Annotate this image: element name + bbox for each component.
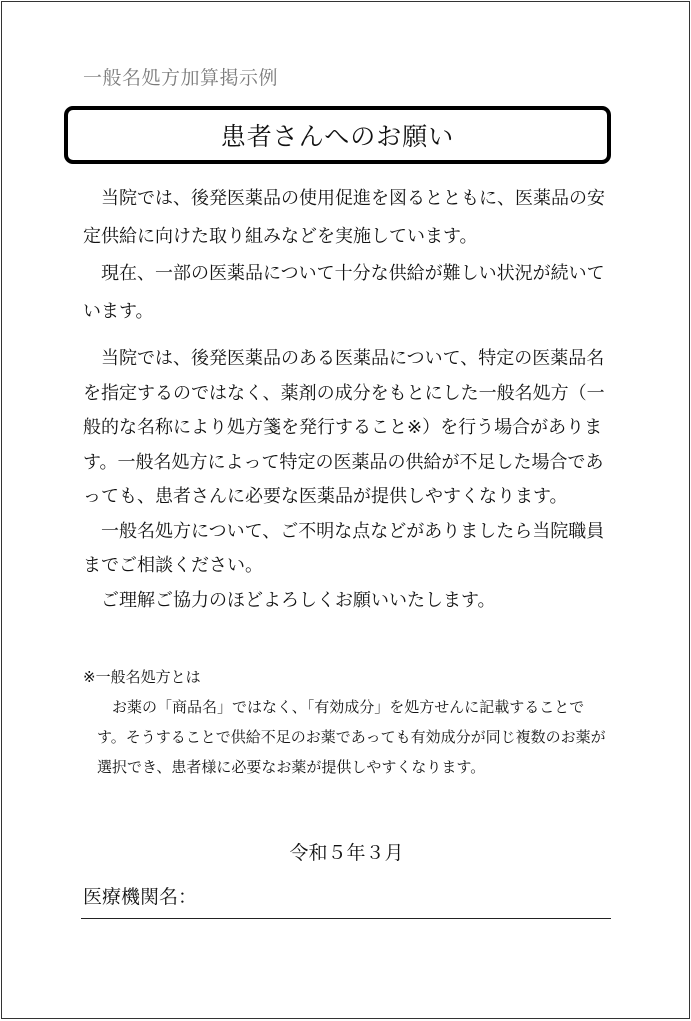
institution-name-underline	[81, 918, 611, 919]
paragraph-main-2: 一般名処方について、ご不明な点などがありましたら当院職員までご相談ください。	[83, 520, 605, 576]
note-body: お薬の「商品名」ではなく、「有効成分」を処方せんに記載することです。そうすることで供給不足のお薬であっても有効成分が同じ複数のお薬が選択でき、患者様に必要なお薬が提供しやすくなります。	[97, 698, 606, 776]
institution-name-label: 医療機関名：	[83, 886, 198, 908]
paragraph-text: 現在、一部の医薬品について十分な供給が難しい状況が続いています。	[83, 263, 605, 322]
notice-page	[1, 1, 690, 1019]
paragraph-top-1	[83, 180, 613, 255]
title-box	[64, 106, 611, 164]
issue-date: 令和５年３月	[289, 842, 404, 864]
paragraph-top-2	[83, 255, 613, 330]
page-title: 患者さんへのお願い	[220, 122, 455, 151]
paragraph-text: 当院では、後発医薬品の使用促進を図るとともに、医薬品の安定供給に向けた取り組みなどを実施しています。	[83, 188, 605, 247]
paragraph-main-1: 当院では、後発医薬品のある医薬品について、特定の医薬品名を指定するのではなく、薬剤の成分をもとにした一般名処方（一般的な名称により処方箋を発行すること※）を行う場合があります。一般名処方によって特定の医薬品の供給が不足した場合であっても、患者さんに必要な医薬品が提供しやすくなります。	[83, 348, 605, 507]
paragraph-main-3: ご理解ご協力のほどよろしくお願いいたします。	[101, 589, 496, 611]
main-paragraphs	[83, 342, 613, 618]
note-heading: ※一般名処方とは	[83, 668, 201, 686]
example-label: 一般名処方加算掲示例	[83, 67, 279, 89]
